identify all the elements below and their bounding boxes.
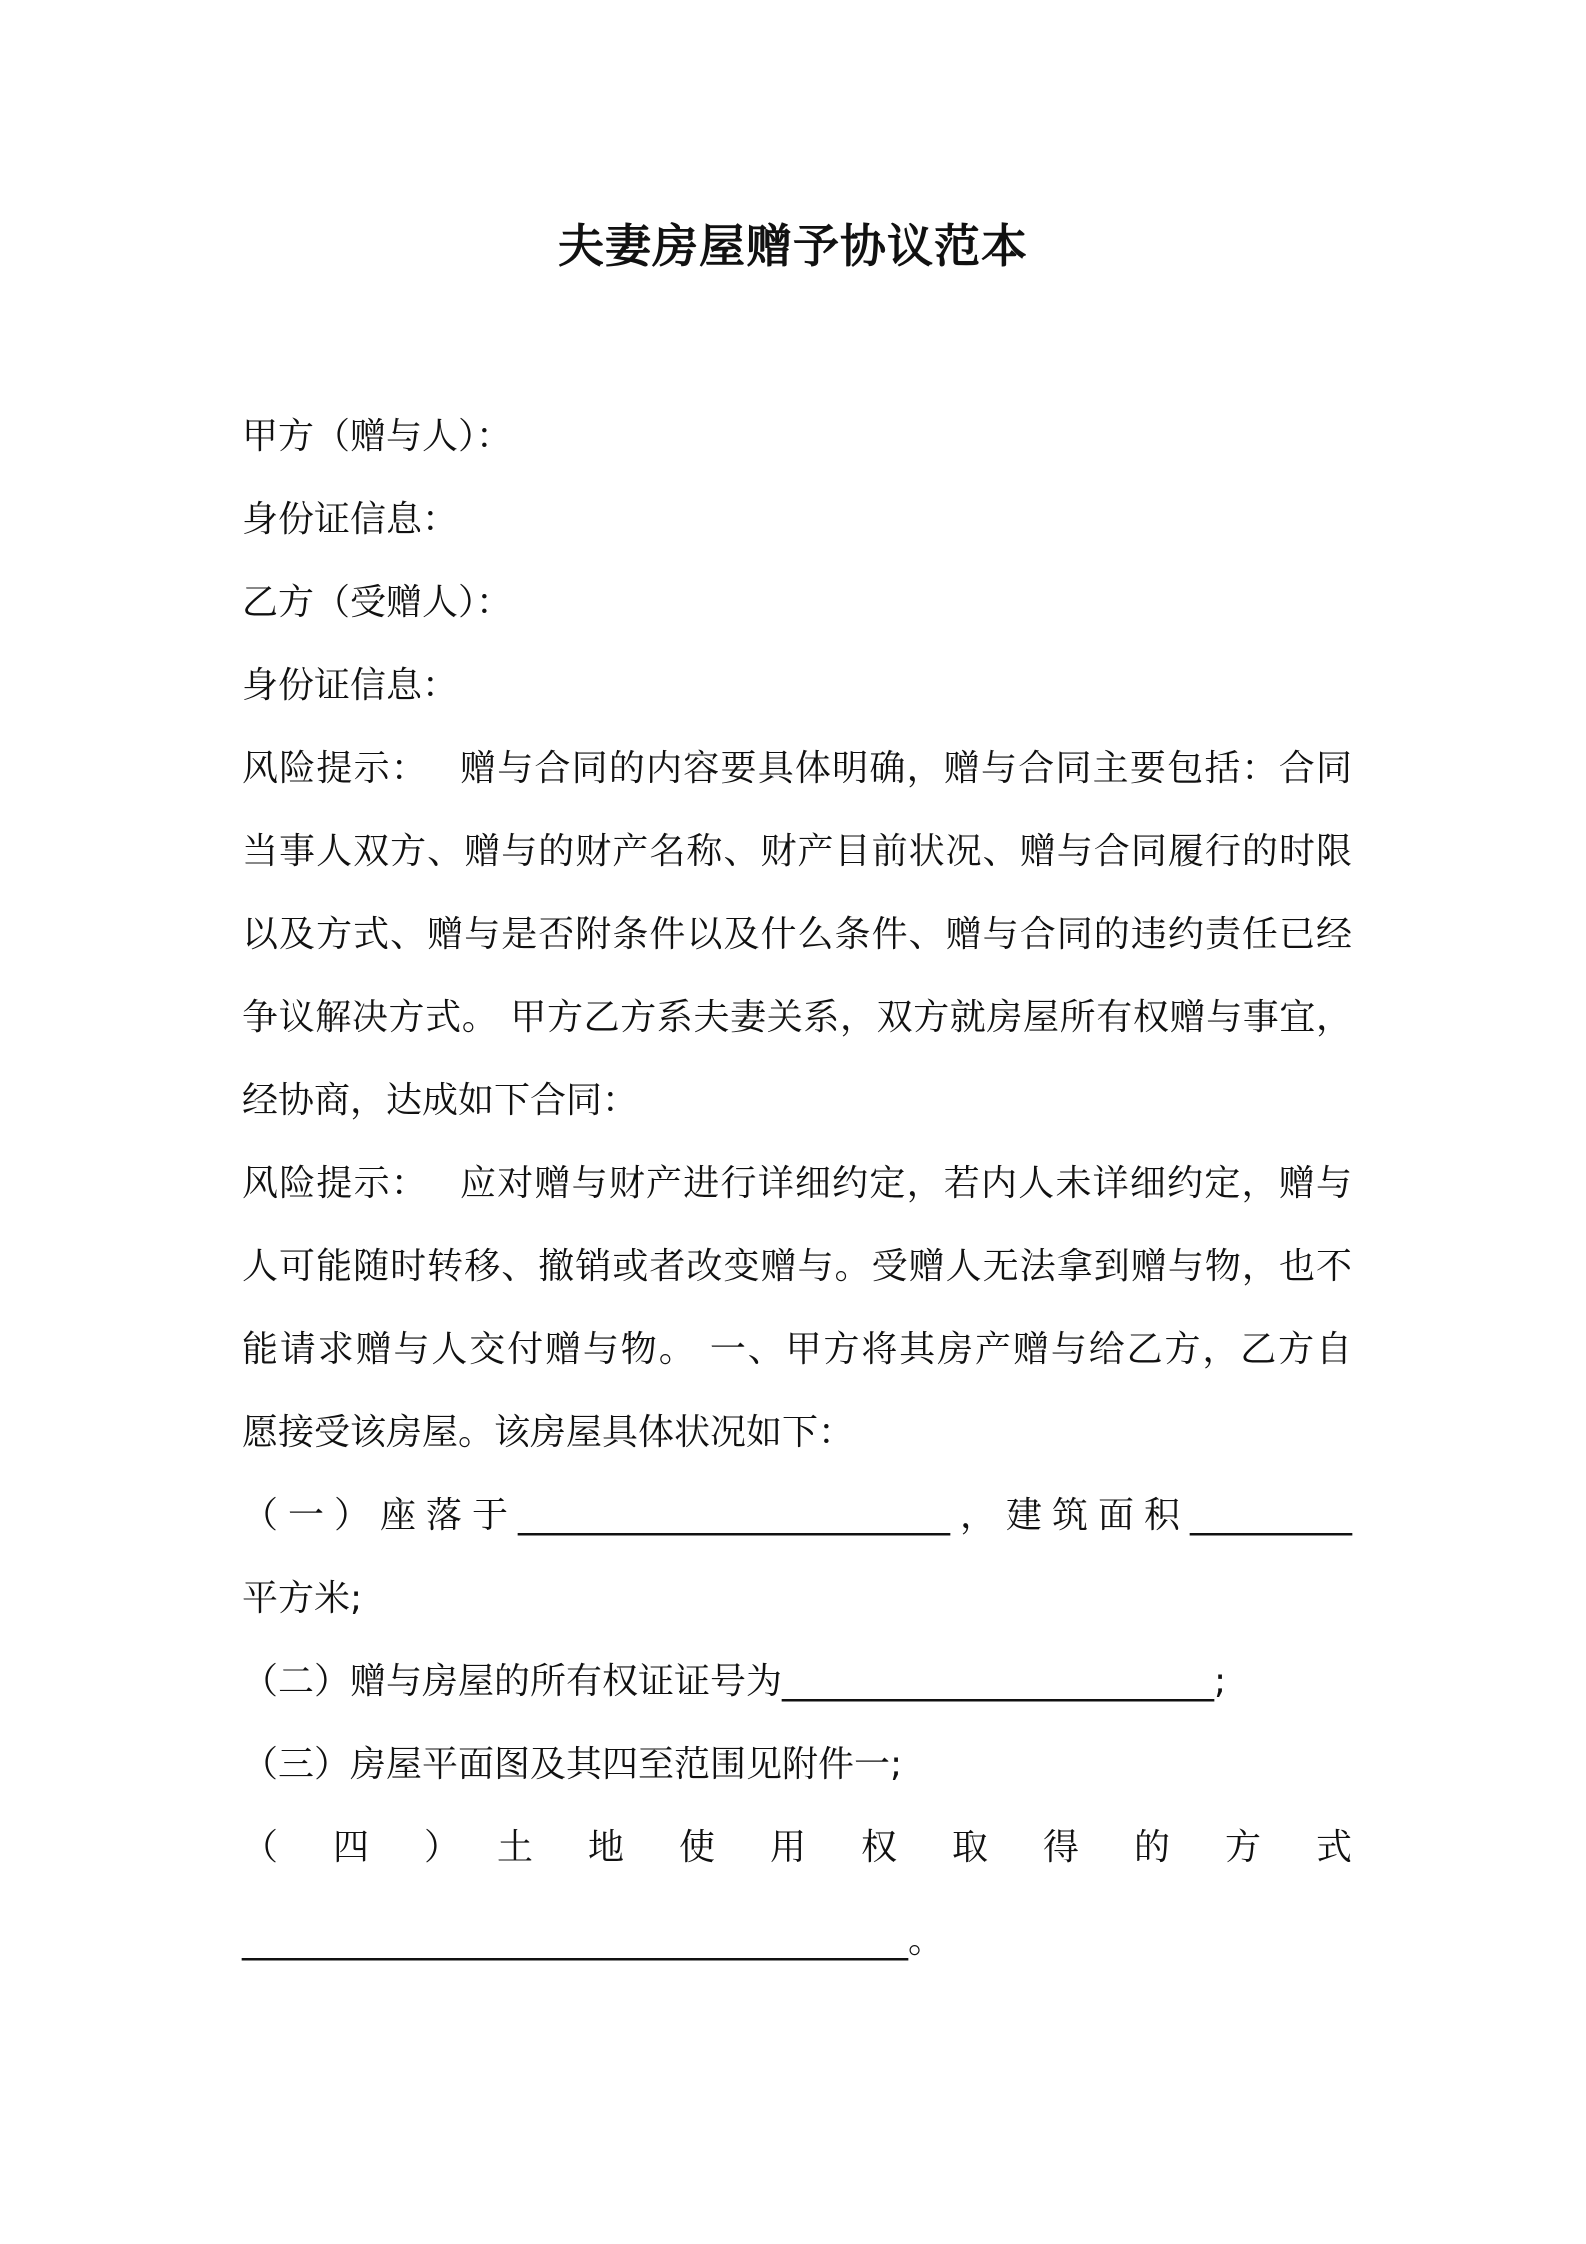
risk-notice-1-line-3: 以及方式、赠与是否附条件以及什么条件、赠与合同的违约责任已经 xyxy=(242,914,1352,955)
clause-1-line-1: （一）座落于________________________，建筑面积_________ xyxy=(242,1495,1352,1536)
risk-notice-1-line-1: 风险提示： 赠与合同的内容要具体明确，赠与合同主要包括：合同 xyxy=(242,748,1352,789)
risk-notice-2-line-1: 风险提示： 应对赠与财产进行详细约定，若内人未详细约定，赠与 xyxy=(242,1163,1352,1204)
risk-notice-2-line-4: 愿接受该房屋。该房屋具体状况如下： xyxy=(242,1412,855,1453)
clause-3: （三）房屋平面图及其四至范围见附件一; xyxy=(242,1744,903,1785)
clause-4-line-1: （ 四 ） 土 地 使 用 权 取 得 的 方 式 xyxy=(242,1827,1352,1868)
risk-notice-1-line-5: 经协商，达成如下合同： xyxy=(242,1080,639,1121)
clause-2: （二）赠与房屋的所有权证证号为________________________; xyxy=(242,1661,1227,1702)
risk-notice-1-line-2: 当事人双方、赠与的财产名称、财产目前状况、赠与合同履行的时限 xyxy=(242,831,1352,872)
risk-notice-2-line-3: 能请求赠与人交付赠与物。 一、甲方将其房产赠与给乙方，乙方自 xyxy=(242,1329,1352,1370)
party-b-id-label: 身份证信息： xyxy=(242,665,459,706)
risk-notice-2-line-2: 人可能随时转移、撤销或者改变赠与。受赠人无法拿到赠与物，也不 xyxy=(242,1246,1352,1287)
risk-notice-1-line-4: 争议解决方式。 甲方乙方系夫妻关系，双方就房屋所有权赠与事宜， xyxy=(242,997,1352,1038)
clause-4-line-2: _____________________________________。 xyxy=(242,1920,944,1961)
document-title: 夫妻房屋赠予协议范本 xyxy=(558,219,1028,273)
party-a-id-label: 身份证信息： xyxy=(242,499,459,540)
clause-1-line-2: 平方米; xyxy=(242,1578,363,1619)
party-b-label: 乙方（受赠人）： xyxy=(242,582,513,623)
party-a-label: 甲方（赠与人）： xyxy=(242,416,513,457)
